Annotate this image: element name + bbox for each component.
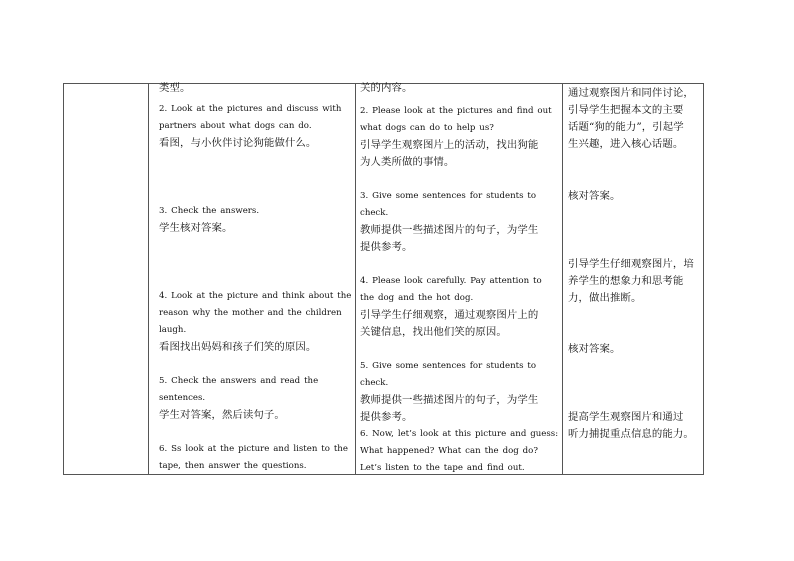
student-activity-5 bbox=[159, 373, 318, 424]
text-line: 核对答案。 bbox=[568, 343, 621, 355]
design-intent-2 bbox=[568, 188, 620, 205]
text-line: 类型。 bbox=[159, 82, 191, 94]
student-activity-column bbox=[149, 84, 355, 474]
teacher-activity-column bbox=[356, 84, 562, 474]
student-activity-3 bbox=[159, 203, 259, 237]
student-activity-6 bbox=[159, 441, 348, 475]
text-line: laugh. bbox=[159, 325, 187, 335]
text-line: what dogs can do to help us? bbox=[360, 123, 494, 133]
text-line: reason why the mother and the children bbox=[159, 308, 342, 318]
text-line: 引导学生把握本文的主要 bbox=[568, 104, 684, 116]
text-line: 提供参考。 bbox=[360, 241, 413, 253]
text-line: 教师提供一些描述图片的句子，为学生 bbox=[360, 224, 539, 236]
teacher-activity-5 bbox=[360, 358, 538, 426]
text-line: 力，做出推断。 bbox=[568, 292, 642, 304]
text-line: 5. Check the answers and read the bbox=[159, 376, 319, 386]
text-line: 6. Now, let’s look at this picture and guess: bbox=[360, 429, 559, 439]
text-line: 关键信息，找出他们笑的原因。 bbox=[360, 326, 507, 338]
design-intent-5 bbox=[568, 409, 694, 443]
text-line: 养学生的想象力和思考能 bbox=[568, 275, 684, 287]
design-intent-1 bbox=[568, 85, 694, 153]
teacher-activity-1 bbox=[360, 80, 412, 97]
text-line: 引导学生仔细观察图片，培 bbox=[568, 258, 694, 270]
text-line: tape, then answer the questions. bbox=[159, 461, 307, 471]
text-line: 通过观察图片和同伴讨论， bbox=[568, 87, 694, 99]
design-intent-4 bbox=[568, 341, 620, 358]
text-line: 3. Check the answers. bbox=[159, 206, 260, 216]
text-line: 4. Look at the picture and think about the bbox=[159, 291, 352, 301]
text-line: 听力捕捉重点信息的能力。 bbox=[568, 428, 694, 440]
text-line: check. bbox=[360, 208, 389, 218]
text-line: 2. Please look at the pictures and find out bbox=[360, 106, 552, 116]
text-line: 教师提供一些描述图片的句子，为学生 bbox=[360, 394, 539, 406]
teacher-activity-2 bbox=[360, 103, 552, 171]
text-line: 6. Ss look at the picture and listen to the bbox=[159, 444, 348, 454]
design-intent-3 bbox=[568, 256, 694, 307]
student-activity-4 bbox=[159, 288, 351, 356]
text-line: 引导学生仔细观察，通过观察图片上的 bbox=[360, 309, 539, 321]
teacher-activity-3 bbox=[360, 188, 538, 256]
column-1-cell bbox=[64, 84, 148, 474]
teacher-activity-4 bbox=[360, 273, 542, 341]
text-line: 话题“狗的能力”，引起学 bbox=[568, 121, 684, 133]
text-line: check. bbox=[360, 378, 389, 388]
text-line: 学生核对答案。 bbox=[159, 222, 233, 234]
student-activity-2 bbox=[159, 101, 341, 152]
text-line: 4. Please look carefully. Pay attention to bbox=[360, 276, 542, 286]
design-intent-column bbox=[563, 84, 704, 474]
text-line: 提高学生观察图片和通过 bbox=[568, 411, 684, 423]
text-line: 3. Give some sentences for students to bbox=[360, 191, 537, 201]
text-line: 关的内容。 bbox=[360, 82, 413, 94]
student-activity-1 bbox=[159, 80, 190, 97]
text-line: 2. Look at the pictures and discuss with bbox=[159, 104, 342, 114]
text-line: 生兴趣，进入核心话题。 bbox=[568, 138, 684, 150]
text-line: 核对答案。 bbox=[568, 190, 621, 202]
text-line: 引导学生观察图片上的活动，找出狗能 bbox=[360, 139, 539, 151]
text-line: 为人类所做的事情。 bbox=[360, 156, 455, 168]
text-line: 学生对答案，然后读句子。 bbox=[159, 409, 285, 421]
text-line: 看图，与小伙伴讨论狗能做什么。 bbox=[159, 137, 317, 149]
teacher-activity-6 bbox=[360, 426, 558, 477]
text-line: the dog and the hot dog. bbox=[360, 293, 474, 303]
text-line: Let’s listen to the tape and find out. bbox=[360, 463, 525, 473]
text-line: 提供参考。 bbox=[360, 411, 413, 423]
text-line: sentences. bbox=[159, 393, 206, 403]
text-line: partners about what dogs can do. bbox=[159, 121, 312, 131]
lesson-plan-table bbox=[63, 83, 704, 475]
text-line: 5. Give some sentences for students to bbox=[360, 361, 537, 371]
text-line: What happened? What can the dog do? bbox=[360, 446, 538, 456]
text-line: 看图找出妈妈和孩子们笑的原因。 bbox=[159, 341, 317, 353]
